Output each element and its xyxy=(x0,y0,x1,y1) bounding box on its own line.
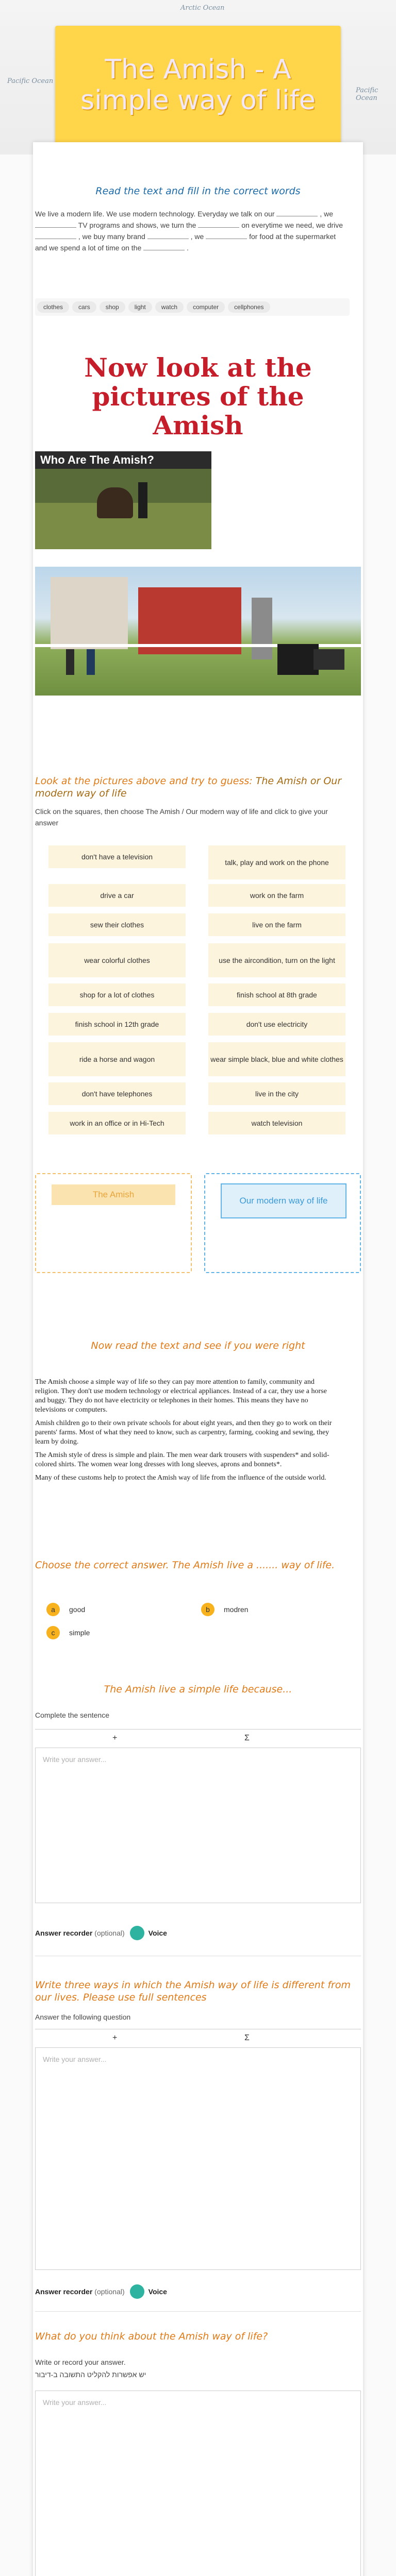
section6-instruction: Complete the sentence xyxy=(35,1711,109,1719)
answer-placeholder: Write your answer... xyxy=(43,2398,107,2406)
passage-paragraph: Many of these customs help to protect the Amish way of life from the influence of the outside world. xyxy=(35,1474,326,1482)
passage-paragraph: The Amish choose a simple way of life so they can pay more attention to family, community and religion. They don't use modern technology or electrical appliances. Instead of a car, they use a horse and buggy. They do not have electricity or telephones in their homes. This means they have no televisions or computers. xyxy=(35,1378,327,1414)
blank-input[interactable] xyxy=(143,243,185,250)
section1-heading: Read the text and fill in the correct words xyxy=(95,185,301,197)
sort-item[interactable]: don't have a television xyxy=(48,845,186,868)
sort-item[interactable]: wear colorful clothes xyxy=(48,943,186,977)
section8-instruction: Write or record your answer. xyxy=(35,2358,126,2366)
option-b-radio[interactable]: b xyxy=(201,1603,214,1616)
sort-item[interactable]: finish school in 12th grade xyxy=(48,1013,186,1036)
editor-toolbar xyxy=(35,1729,361,1749)
passage-paragraph: The Amish style of dress is simple and plain. The men wear dark trousers with suspenders* and solid-colored shirts. The women wear long dresses with long sleeves, aprons and bonnets*. xyxy=(35,1451,329,1468)
section2-heading: Now look at the pictures of the Amish xyxy=(84,352,312,440)
word-chip[interactable]: light xyxy=(128,301,152,313)
title-card xyxy=(55,26,341,144)
option-b-label[interactable]: modren xyxy=(224,1605,249,1614)
answer-recorder: Answer recorder (optional) Voice xyxy=(35,1926,167,1940)
map-label: Arctic Ocean xyxy=(180,4,225,12)
fill-in-text: We live a modern life. We use modern technology. Everyday we talk on our , we TV programs and shows, we turn the on everytime we need, we drive , we buy many brand , we for food at the supermarket and we spend a lot of time on the . xyxy=(35,210,343,252)
option-c-radio[interactable]: c xyxy=(46,1626,60,1639)
map-label: Pacific Ocean xyxy=(7,77,54,85)
sort-item[interactable]: shop for a lot of clothes xyxy=(48,984,186,1006)
voice-label[interactable]: Voice xyxy=(148,2287,167,2296)
video-title: Who Are The Amish? xyxy=(40,453,154,466)
worksheet xyxy=(33,142,363,2576)
passage-paragraph: Amish children go to their own private schools for about eight years, and then they go to work on their parents' farms. Most of what they need to know, such as carpentry, farming, cooking and sewing, they learn by doing. xyxy=(35,1419,332,1446)
section7-heading: Write three ways in which the Amish way of life is different from our lives. Please use full sentences xyxy=(35,1979,351,2003)
hebrew-note: יש אפשרות להקליט התשובה ב-דיבור xyxy=(35,2370,146,2379)
sort-item[interactable]: work in an office or in Hi-Tech xyxy=(48,1112,186,1134)
section5-heading: Choose the correct answer. The Amish live a ....... way of life. xyxy=(35,1560,335,1571)
answer-textarea[interactable] xyxy=(35,2391,361,2576)
sort-item[interactable]: sew their clothes xyxy=(48,913,186,936)
sort-item[interactable]: finish school at 8th grade xyxy=(208,984,345,1006)
option-c-label[interactable]: simple xyxy=(69,1629,90,1637)
category-label-amish: The Amish xyxy=(52,1184,175,1205)
blank-input[interactable] xyxy=(35,231,76,239)
section7-instruction: Answer the following question xyxy=(35,2013,131,2021)
voice-record-icon[interactable] xyxy=(130,1926,144,1940)
word-chip[interactable]: computer xyxy=(187,301,225,313)
category-label-modern: Our modern way of life xyxy=(221,1183,346,1218)
answer-textarea[interactable] xyxy=(35,1748,361,1903)
sigma-button[interactable]: Σ xyxy=(244,1734,250,1742)
dropzone-amish[interactable] xyxy=(35,1173,192,1273)
sort-item[interactable]: talk, play and work on the phone xyxy=(208,845,345,879)
answer-textarea[interactable] xyxy=(35,2047,361,2270)
sort-item[interactable]: drive a car xyxy=(48,884,186,907)
amish-farm-illustration xyxy=(35,567,361,696)
word-chip[interactable]: watch xyxy=(155,301,184,313)
blank-input[interactable] xyxy=(35,220,76,228)
sort-item[interactable]: work on the farm xyxy=(208,884,345,907)
option-a-radio[interactable]: a xyxy=(46,1603,60,1616)
word-chip[interactable]: cars xyxy=(72,301,96,313)
sort-item[interactable]: wear simple black, blue and white clothes xyxy=(208,1042,345,1076)
word-chip[interactable]: cellphones xyxy=(228,301,270,313)
sort-item[interactable]: watch television xyxy=(208,1112,345,1134)
word-bank xyxy=(35,298,350,316)
sort-item[interactable]: ride a horse and wagon xyxy=(48,1042,186,1076)
section6-heading: The Amish live a simple life because... xyxy=(104,1684,292,1695)
plus-button[interactable]: + xyxy=(112,2033,118,2042)
sort-item[interactable]: live on the farm xyxy=(208,913,345,936)
page-title: The Amish - A simple way of life xyxy=(80,54,316,116)
blank-input[interactable] xyxy=(198,220,239,228)
word-chip[interactable]: shop xyxy=(100,301,125,313)
section8-heading: What do you think about the Amish way of life? xyxy=(35,2331,268,2342)
voice-label[interactable]: Voice xyxy=(148,1929,167,1937)
answer-placeholder: Write your answer... xyxy=(43,2055,107,2063)
answer-placeholder: Write your answer... xyxy=(43,1755,107,1764)
option-a-label[interactable]: good xyxy=(69,1605,86,1614)
section4-heading: Now read the text and see if you were right xyxy=(91,1340,305,1351)
blank-input[interactable] xyxy=(276,209,318,216)
map-label: Pacific Ocean xyxy=(356,87,378,102)
editor-toolbar xyxy=(35,2029,361,2048)
sort-item[interactable]: don't use electricity xyxy=(208,1013,345,1036)
plus-button[interactable]: + xyxy=(112,1734,118,1742)
sort-item[interactable]: live in the city xyxy=(208,1082,345,1105)
reading-passage xyxy=(35,1378,334,1487)
sort-item[interactable]: use the aircondition, turn on the light xyxy=(208,943,345,977)
blank-input[interactable] xyxy=(206,231,247,239)
video-thumbnail[interactable] xyxy=(35,451,211,549)
blank-input[interactable] xyxy=(147,231,189,239)
dropzone-modern[interactable] xyxy=(204,1173,361,1273)
section3-heading: Look at the pictures above and try to guess: The Amish or Our modern way of life xyxy=(35,775,342,799)
answer-recorder: Answer recorder (optional) Voice xyxy=(35,2284,167,2299)
word-chip[interactable]: clothes xyxy=(37,301,69,313)
section3-instruction: Click on the squares, then choose The Amish / Our modern way of life and click to give your answer xyxy=(35,807,328,827)
sigma-button[interactable]: Σ xyxy=(244,2033,250,2042)
voice-record-icon[interactable] xyxy=(130,2284,144,2299)
divider xyxy=(35,2311,361,2312)
sort-item[interactable]: don't have telephones xyxy=(48,1082,186,1105)
